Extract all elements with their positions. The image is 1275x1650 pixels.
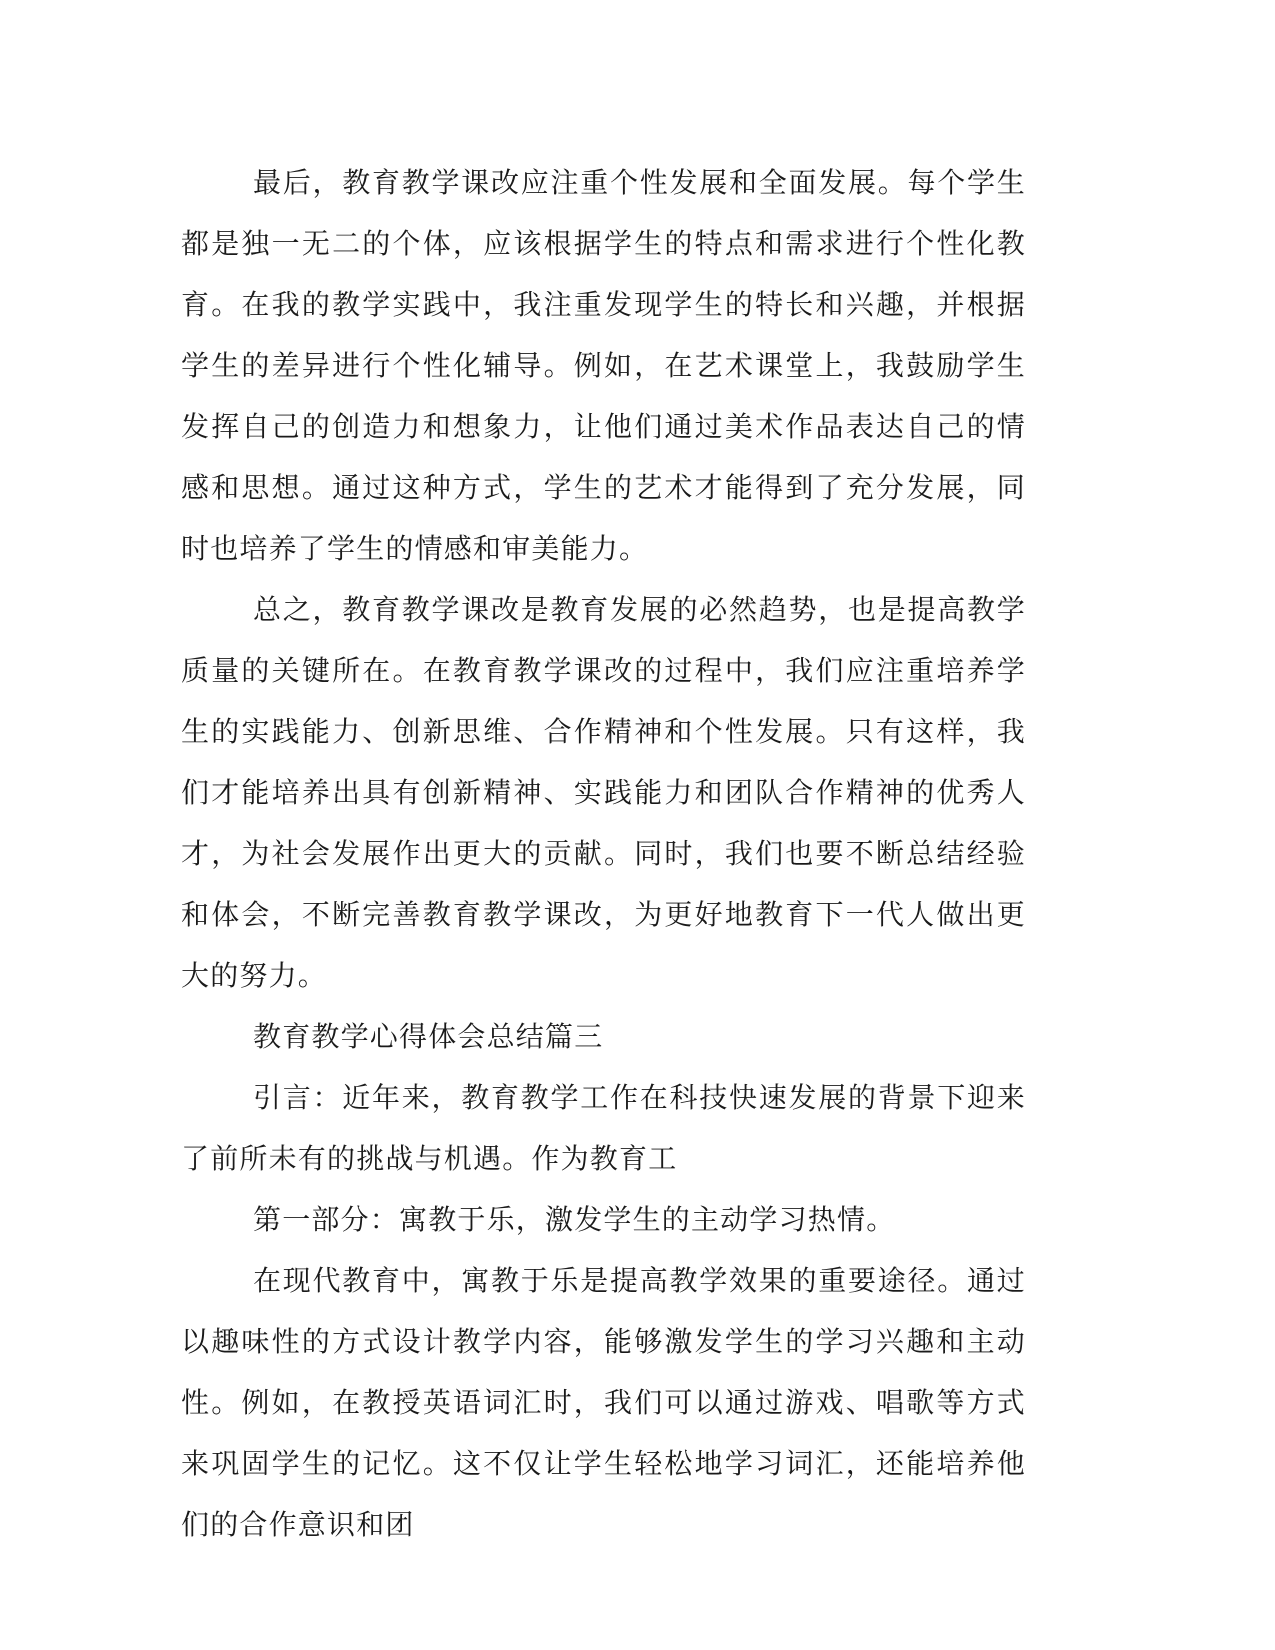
paragraph-conclusion-individual-development: 最后，教育教学课改应注重个性发展和全面发展。每个学生都是独一无二的个体，应该根据学生的特点和需求进行个性化教育。在我的教学实践中，我注重发现学生的特长和兴趣，并根据学生的差异进行个性化辅导。例如，在艺术课堂上，我鼓励学生发挥自己的创造力和想象力，让他们通过美术作品表达自己的情感和思想。通过这种方式，学生的艺术才能得到了充分发展，同时也培养了学生的情感和审美能力。 <box>181 166 1026 565</box>
paragraph-summary: 总之，教育教学课改是教育发展的必然趋势，也是提高教学质量的关键所在。在教育教学课改的过程中，我们应注重培养学生的实践能力、创新思维、合作精神和个性发展。只有这样，我们才能培养出具有创新精神、实践能力和团队合作精神的优秀人才，为社会发展作出更大的贡献。同时，我们也要不断总结经验和体会，不断完善教育教学课改，为更好地教育下一代人做出更大的努力。 <box>181 593 1026 992</box>
part-one-heading: 第一部分：寓教于乐，激发学生的主动学习热情。 <box>253 1203 896 1236</box>
paragraph-part-one-body: 在现代教育中，寓教于乐是提高教学效果的重要途径。通过以趣味性的方式设计教学内容，能够激发学生的学习兴趣和主动性。例如，在教授英语词汇时，我们可以通过游戏、唱歌等方式来巩固学生的记忆。这不仅让学生轻松地学习词汇，还能培养他们的合作意识和团 <box>181 1264 1026 1541</box>
section-heading: 教育教学心得体会总结篇三 <box>253 1020 604 1053</box>
document-body <box>181 152 1026 1555</box>
paragraph-introduction: 引言：近年来，教育教学工作在科技快速发展的背景下迎来了前所未有的挑战与机遇。作为教育工 <box>181 1081 1026 1175</box>
